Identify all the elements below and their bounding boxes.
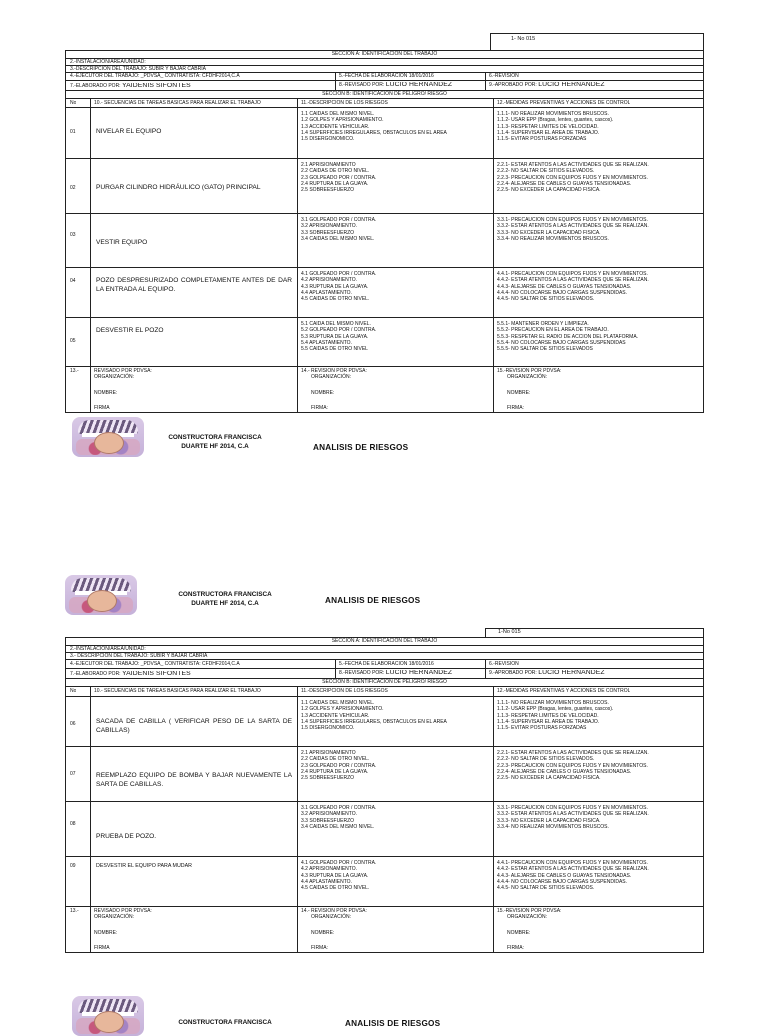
review-block-15: 15.-REVISIÓN POR PDVSA: ORGANIZACIÓN: NOMBRE: FIRMA: [497, 368, 562, 411]
company-logo [72, 417, 144, 457]
form-number: 1- No 015 [511, 36, 536, 42]
risk-list: 2.1 APRISIONAMIENTO 2.2 CAIDAS DE OTRO NIVEL. 2.3 GOLPEADO POR / CONTRA. 2.4 RUPTURA DE LA GUAYA. 2.5 SOBREESFUERZO [301, 162, 377, 194]
section-b-header [66, 678, 703, 686]
measure-list: 2.2.1- ESTAR ATENTOS A LAS ACTIVIDADES QUE SE REALIZAN. 2.2.2- NO SALTAR DE SITIOS ELEVADOS. 2.2.3- PRECAUCION CON EQUIPOS FIJOS Y EN MOVIMIENTOS. 2.2.4- ALEJARSE DE CABLES O GUAYAS TENSIONADAS. 2.2.5- NO EXCEDER LA CAPACIDAD FISICA. [497, 750, 649, 782]
company-name: CONSTRUCTORA FRANCISCA [178, 1019, 272, 1026]
section-b-title: SECCIÓN B: IDENTIFICACIÓN DE PELIGRO/ RIESGO [322, 91, 447, 97]
reviewed-by: 8.-REVISADO POR: LUCIO HERNANDEZ [339, 82, 453, 88]
row-number: 04 [70, 278, 76, 284]
col-no: No [70, 100, 77, 106]
task-text: PRUEBA DE POZO. [96, 833, 157, 840]
risk-list: 5.1 CAIDA DEL MISMO NIVEL. 5.2 GOLPEADO POR / CONTRA. 5.3 RUPTURA DE LA GUAYA. 5.4 APLASTAMIENTO. 5.5 CAIDAS DE OTRO NIVEL [301, 321, 377, 353]
report-title: ANALISIS DE RIESGOS [325, 596, 421, 605]
col-risks: 11.-DESCRIPCIÓN DE LOS RIESGOS [301, 100, 388, 106]
measure-list: 3.3.1- PRECAUCION CON EQUIPOS FIJOS Y EN MOVIMIENTOS. 3.3.2- ESTAR ATENTOS A LAS ACTIVIDADES QUE SE REALIZAN. 3.3.3- NO EXCEDER LA CAPACIDAD FISICA. 3.3.4- NO REALIZAR MOVIMIENTOS BRUSCOS. [497, 805, 649, 830]
executor-row [66, 72, 703, 80]
report-title: ANALISIS DE RIESGOS [313, 443, 409, 452]
risk-list: 1.1 CAIDAS DEL MISMO NIVEL. 1.2 GOLPES Y APRISIONAMIENTO. 1.3 ACCIDENTE VEHICULAR. 1.4 SUPERFICIES IRREGULARES, OBSTACULOS EN EL AREA 1.5 DISERGONOMICO. [301, 111, 447, 143]
approved-name: LUCIO HERNANDEZ [538, 82, 605, 88]
row-number: 09 [70, 863, 76, 869]
task-text: POZO DESPRESURIZADO COMPLETAMENTE ANTES DE DAR LA ENTRADA AL EQUIPO. [96, 277, 292, 293]
job-description: 3.- DESCRIPCIÓN DEL TRABAJO: SUBIR Y BAJAR CABRIA [70, 653, 208, 659]
measure-list: 3.3.1- PRECAUCION CON EQUIPOS FIJOS Y EN MOVIMIENTOS. 3.3.2- ESTAR ATENTOS A LAS ACTIVIDADES QUE SE REALIZAN. 3.3.3- NO EXCEDER LA CAPACIDAD FISICA. 3.3.4- NO REALIZAR MOVIMIENTOS BRUSCOS. [497, 217, 649, 242]
measure-list: 1.1.1- NO REALIZAR MOVIMIENTOS BRUSCOS. 1.1.2- USAR EPP (Bragas, lentes, guantes, cascos). 1.1.3- RESPETAR LIMITES DE VELOCIDAD. 1.1.4- SUPERVISAR EL AREA DE TRABAJO. 1.1.5- EVITAR POSTURAS FORZADAS [497, 111, 614, 143]
section-b-title: SECCIÓN B: IDENTIFICACIÓN DE PELIGRO/ RIESGO [322, 679, 447, 685]
col-tasks: 10.- SECUENCIAS DE TAREAS BÁSICAS PARA REALIZAR EL TRABAJO [94, 100, 261, 106]
row-number: 07 [70, 771, 76, 777]
table-row [66, 213, 703, 267]
reviewed-name: LUCIO HERNANDEZ [385, 82, 453, 88]
description-row [66, 652, 703, 659]
review-footer [66, 366, 703, 413]
col-measures: 12.-MEDIDAS PREVENTIVAS Y ACCIONES DE CONTROL [497, 100, 631, 106]
task-text: REEMPLAZO EQUIPO DE BOMBA Y BAJAR NUEVAMENTE LA SARTA DE CABILLAS. [96, 772, 292, 788]
approved-by: 9.-APROBADO POR: LUCIO HERNANDEZ [489, 670, 605, 676]
risk-list: 2.1 APRISIONAMIENTO 2.2 CAIDAS DE OTRO NIVEL. 2.3 GOLPEADO POR / CONTRA. 2.4 RUPTURA DE LA GUAYA. 2.5 SOBREESFUERZO [301, 750, 377, 782]
row-number: 02 [70, 185, 76, 191]
table-row [66, 856, 703, 906]
risk-list: 4.1 GOLPEADO POR / CONTRA. 4.2 APRISIONAMIENTO. 4.3 RUPTURA DE LA GUAYA. 4.4 APLASTAMIENTO. 4.5 CAIDAS DE OTRO NIVEL. [301, 860, 377, 892]
table-row [66, 696, 703, 746]
elaborated-name: YAIDENIS SIFONTES [121, 83, 191, 89]
signatories-row [66, 668, 703, 678]
col-risks: 11.-DESCRIPCIÓN DE LOS RIESGOS [301, 688, 388, 694]
elaboration-date: 5.-FECHA DE ELABORACIÓN 18/01/2016 [339, 661, 434, 667]
company-name: CONSTRUCTORA FRANCISCA DUARTE HF 2014, C.A [178, 591, 272, 607]
task-text: NIVELAR EL EQUIPO [96, 128, 162, 135]
table-row [66, 801, 703, 856]
form-number: 1-No 015 [498, 629, 521, 635]
task-text: PURGAR CILINDRO HIDRÁULICO (GATO) PRINCIPAL [96, 184, 261, 191]
approved-name: LUCIO HERNANDEZ [538, 670, 605, 676]
form-number-box [490, 33, 704, 50]
risk-list: 4.1 GOLPEADO POR / CONTRA. 4.2 APRISIONAMIENTO. 4.3 RUPTURA DE LA GUAYA. 4.4 APLASTAMIENTO. 4.5 CAIDAS DE OTRO NIVEL. [301, 271, 377, 303]
footer-13-number: 13.- [70, 368, 79, 374]
company-logo [72, 996, 144, 1036]
revision-label: 6.-REVISIÓN [489, 73, 519, 79]
review-block-13: REVISADO POR PDVSA: ORGANIZACIÓN: NOMBRE: FIRMA [94, 908, 152, 951]
review-block-14: 14.- REVISIÓN POR PDVSA: ORGANIZACIÓN: NOMBRE: FIRMA: [301, 908, 367, 951]
task-text: DESVESTIR EL EQUIPO PARA MUDAR [96, 863, 192, 869]
installation-label: 2.-INSTALACIÓN/ÁREA/UNIDAD: [70, 646, 146, 652]
approved-by: 9.-APROBADO POR: LUCIO HERNANDEZ [489, 82, 605, 88]
installation-row [66, 645, 703, 652]
table-row [66, 267, 703, 317]
col-tasks: 10.- SECUENCIAS DE TAREAS BÁSICAS PARA REALIZAR EL TRABAJO [94, 688, 261, 694]
executor-row [66, 659, 703, 668]
measure-list: 5.5.1- MANTENER ORDEN Y LIMPIEZA. 5.5.2- PRECAUCION EN EL AREA DE TRABAJO. 5.5.3- RESPETAR EL RADIO DE ACCION DEL PLATAFORMA. 5.5.4- NO COLOCARSE BAJO CARGAS SUSPENDIDAS 5.5.5- NO SALTAR DE SITIOS ELEVADOS [497, 321, 639, 353]
elaborated-name: YAIDENIS SIFONTES [121, 671, 191, 677]
task-text: DESVESTIR EL POZO [96, 327, 164, 334]
measure-list: 4.4.1- PRECAUCION CON EQUIPOS FIJOS Y EN MOVIMIENTOS. 4.4.2- ESTAR ATENTOS A LAS ACTIVIDADES QUE SE REALIZAN. 4.4.3- ALEJARSE DE CABLES O GUAYAS TENSIONADAS. 4.4.4- NO COLOCARSE BAJO CARGAS SUSPENDIDAS. 4.4.5- NO SALTAR DE SITIOS ELEVADOS. [497, 860, 649, 892]
task-text: SACADA DE CABILLA ( VERIFICAR PESO DE LA SARTA DE CABILLAS) [96, 718, 292, 734]
job-description: 3.-DESCRIPCIÓN DEL TRABAJO: SUBIR Y BAJAR CABRIA [70, 66, 206, 72]
table-row [66, 107, 703, 158]
row-number: 08 [70, 821, 76, 827]
executor: 4.-EJECUTOR DEL TRABAJO: _PDVSA_ CONTRATISTA: CFDHF2014,C.A [70, 661, 240, 667]
row-number: 06 [70, 721, 76, 727]
installation-label: 2.-INSTALACIÓN/ÁREA/UNIDAD: [70, 59, 146, 65]
review-block-13: REVISADO POR PDVSA: ORGANIZACIÓN: NOMBRE: FIRMA [94, 368, 152, 411]
risk-form-2 [65, 637, 704, 953]
review-footer [66, 906, 703, 953]
form-number-box [485, 628, 704, 637]
measure-list: 1.1.1- NO REALIZAR MOVIMIENTOS BRUSCOS. 1.1.2- USAR EPP (Bragas, lentes, guantes, cascos). 1.1.3- RESPETAR LIMITES DE VELOCIDAD. 1.1.4- SUPERVISAR EL AREA DE TRABAJO. 1.1.5- EVITAR POSTURAS FORZADAS [497, 700, 614, 732]
row-number: 01 [70, 129, 76, 135]
risk-list: 1.1 CAIDAS DEL MISMO NIVEL. 1.2 GOLPES Y APRISIONAMIENTO. 1.3 ACCIDENTE VEHICULAR. 1.4 SUPERFICIES IRREGULARES, OBSTACULOS EN EL AREA 1.5 DISERGONOMICO. [301, 700, 447, 732]
signatories-row [66, 80, 703, 90]
revision-label: 6.-REVISIÓN [489, 661, 519, 667]
table-row [66, 746, 703, 801]
row-number: 03 [70, 232, 76, 238]
reviewed-by: 8.-REVISADO POR: LUCIO HERNANDEZ [339, 670, 453, 676]
footer-13-number: 13.- [70, 908, 79, 914]
risk-list: 3.1 GOLPEADO POR / CONTRA. 3.2 APRISIONAMIENTO. 3.3 SOBREESFUERZO 3.4 CAIDAS DEL MISMO NIVEL. [301, 805, 377, 830]
section-b-header [66, 90, 703, 98]
measure-list: 2.2.1- ESTAR ATENTOS A LAS ACTIVIDADES QUE SE REALIZAN. 2.2.2- NO SALTAR DE SITIOS ELEVADOS. 2.2.3- PRECAUCION CON EQUIPOS FIJOS Y EN MOVIMIENTOS. 2.2.4- ALEJARSE DE CABLES O GUAYAS TENSIONADAS. 2.2.5- NO EXCEDER LA CAPACIDAD FISICA. [497, 162, 649, 194]
risk-list: 3.1 GOLPEADO POR / CONTRA. 3.2 APRISIONAMIENTO. 3.3 SOBREESFUERZO 3.4 CAIDAS DEL MISMO NIVEL. [301, 217, 377, 242]
risk-form-1 [65, 50, 704, 413]
report-title: ANALISIS DE RIESGOS [345, 1019, 441, 1028]
table-header [66, 98, 703, 107]
measure-list: 4.4.1- PRECAUCION CON EQUIPOS FIJOS Y EN MOVIMIENTOS. 4.4.2- ESTAR ATENTOS A LAS ACTIVIDADES QUE SE REALIZAN. 4.4.3- ALEJARSE DE CABLES O GUAYAS TENSIONADAS. 4.4.4- NO COLOCARSE BAJO CARGAS SUSPENDIDAS. 4.4.5- NO SALTAR DE SITIOS ELEVADOS. [497, 271, 649, 303]
section-a-header [66, 638, 703, 645]
elaborated-by: 7.-ELABORADO POR: YAIDENIS SIFONTES [70, 83, 191, 89]
installation-row [66, 58, 703, 65]
table-row [66, 317, 703, 366]
company-name: CONSTRUCTORA FRANCISCA DUARTE HF 2014, C.A [168, 434, 262, 450]
review-block-14: 14.- REVISIÓN POR PDVSA: ORGANIZACIÓN: NOMBRE: FIRMA: [301, 368, 367, 411]
executor: 4.-EJECUTOR DEL TRABAJO: _PDVSA_ CONTRATISTA: CFDHF2014,C.A [70, 73, 240, 79]
table-row [66, 158, 703, 213]
review-block-15: 15.-REVISIÓN POR PDVSA: ORGANIZACIÓN: NOMBRE: FIRMA: [497, 908, 562, 951]
section-a-title: SECCIÓN A: IDENTIFICACIÓN DEL TRABAJO [331, 51, 438, 57]
elaboration-date: 5.-FECHA DE ELABORACIÓN 18/01/2016 [339, 73, 434, 79]
elaborated-by: 7.-ELABORADO POR: YAIDENIS SIFONTES [70, 671, 191, 677]
row-number: 05 [70, 338, 76, 344]
task-text: VESTIR EQUIPO [96, 239, 148, 246]
reviewed-name: LUCIO HERNANDEZ [385, 670, 453, 676]
table-header [66, 686, 703, 696]
section-a-header [66, 51, 703, 58]
col-measures: 12.-MEDIDAS PREVENTIVAS Y ACCIONES DE CONTROL [497, 688, 631, 694]
section-a-title: SECCIÓN A: IDENTIFICACIÓN DEL TRABAJO [331, 638, 438, 644]
col-no: No [70, 688, 77, 694]
description-row [66, 65, 703, 72]
company-logo [65, 575, 137, 615]
